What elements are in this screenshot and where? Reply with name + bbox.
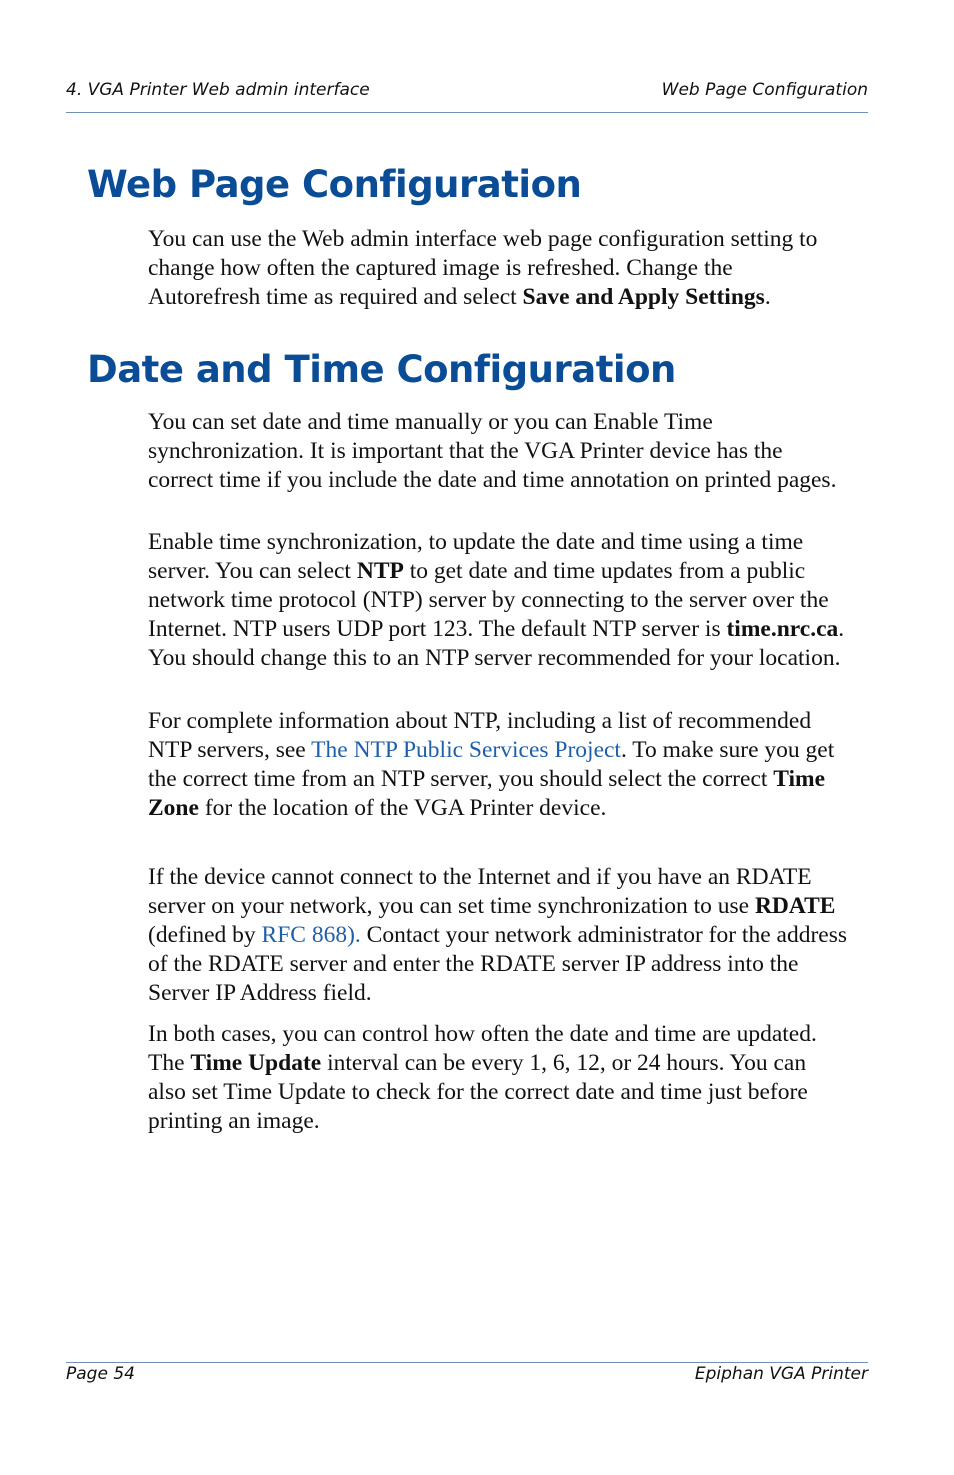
running-header [66, 80, 868, 113]
link-ntp-public-services[interactable]: The NTP Public Services Project [311, 737, 621, 763]
bold-time-zone: Time Zone [148, 766, 826, 821]
bold-rdate: RDATE [754, 893, 836, 919]
bold-save-and-apply: Save and Apply Settings [522, 284, 765, 310]
link-rfc-868[interactable]: RFC 868). [261, 922, 361, 948]
paragraph-ntp-info: For complete information about NTP, including a list of recommended NTP servers, see The NTP Public Services Project. To make sure you get the correct time from an NTP server, you should select the correct Time Zone for the location of the VGA Printer device. [148, 708, 835, 821]
paragraph-web-page-config: You can use the Web admin interface web page configuration setting to change how often the captured image is refreshed. Change the Autorefresh time as required and select Save and Apply Settings. [148, 226, 818, 310]
page-number: Page 54 [66, 1364, 135, 1384]
bold-time-update: Time Update [190, 1050, 322, 1076]
heading-web-page-configuration: Web Page Configuration [87, 163, 582, 206]
heading-date-and-time-configuration: Date and Time Configuration [87, 348, 676, 391]
running-footer [66, 1362, 868, 1389]
paragraph-rdate: If the device cannot connect to the Internet and if you have an RDATE server on your network, you can set time synchronization to use RDATE (defined by RFC 868). Contact your network administrator for the address of the RDATE server and enter the RDATE server IP address into the Server IP Address field. [148, 864, 847, 1006]
paragraph-time-update: In both cases, you can control how often the date and time are updated. The Time Update interval can be every 1, 6, 12, or 24 hours. You can also set Time Update to check for the correct date and time just before printing an image. [148, 1021, 817, 1134]
bold-ntp: NTP [356, 558, 404, 584]
footer-product-name: Epiphan VGA Printer [694, 1364, 868, 1384]
paragraph-date-time-intro: You can set date and time manually or you can Enable Time synchronization. It is important that the VGA Printer device has the correct time if you include the date and time annotation on printed pages. [148, 409, 837, 493]
bold-default-ntp-server: time.nrc.ca [726, 616, 839, 642]
paragraph-ntp: Enable time synchronization, to update the date and time using a time server. You can select NTP to get date and time updates from a public network time protocol (NTP) server by connecting to the server over the Internet. NTP users UDP port 123. The default NTP server is time.nrc.ca. You should change this to an NTP server recommended for your location. [148, 529, 845, 671]
header-chapter-title: 4. VGA Printer Web admin interface [66, 80, 370, 100]
header-section-title: Web Page Configuration [661, 80, 868, 100]
